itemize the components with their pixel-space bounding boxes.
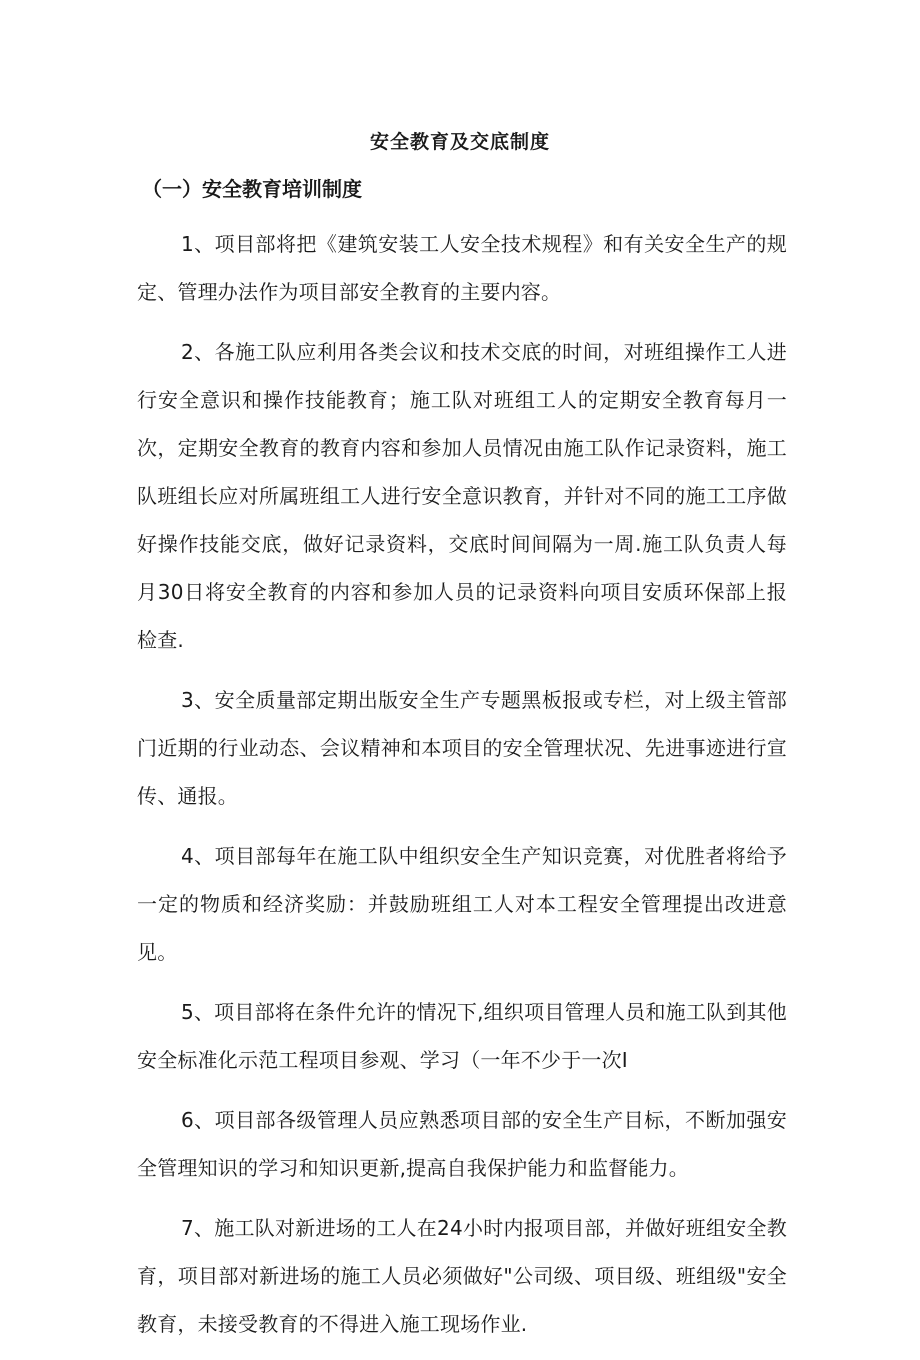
paragraph-1: 1、项目部将把《建筑安装工人安全技术规程》和有关安全生产的规定、管理办法作为项目部安全教育的主要内容。 xyxy=(137,232,787,304)
paragraph-7: 7、施工队对新进场的工人在24小时内报项目部，并做好班组安全教育，项目部对新进场的施工人员必须做好"公司级、项目级、班组级"安全教育，未接受教育的不得进入施工现场作业. xyxy=(137,1216,787,1336)
paragraph-4: 4、项目部每年在施工队中组织安全生产知识竞赛，对优胜者将给予一定的物质和经济奖励：并鼓励班组工人对本工程安全管理提出改进意见。 xyxy=(137,844,787,964)
section-heading: （一）安全教育培训制度 xyxy=(142,177,362,201)
document-title: 安全教育及交底制度 xyxy=(369,131,550,153)
paragraph-5: 5、项目部将在条件允许的情况下,组织项目管理人员和施工队到其他安全标准化示范工程项目参观、学习（一年不少于一次I xyxy=(137,1000,787,1072)
document-body xyxy=(137,220,787,1360)
paragraph-3: 3、安全质量部定期出版安全生产专题黑板报或专栏，对上级主管部门近期的行业动态、会议精神和本项目的安全管理状况、先进事迹进行宣传、通报。 xyxy=(137,688,787,808)
paragraph-6: 6、项目部各级管理人员应熟悉项目部的安全生产目标，不断加强安全管理知识的学习和知识更新,提高自我保护能力和监督能力。 xyxy=(137,1108,787,1180)
paragraph-2: 2、各施工队应利用各类会议和技术交底的时间，对班组操作工人进行安全意识和操作技能教育；施工队对班组工人的定期安全教育每月一次，定期安全教育的教育内容和参加人员情况由施工队作记录资料，施工队班组长应对所属班组工人进行安全意识教育，并针对不同的施工工序做好操作技能交底，做好记录资料，交底时间间隔为一周.施工队负责人每月30日将安全教育的内容和参加人员的记录资料向项目安质环保部上报检查. xyxy=(137,340,787,652)
